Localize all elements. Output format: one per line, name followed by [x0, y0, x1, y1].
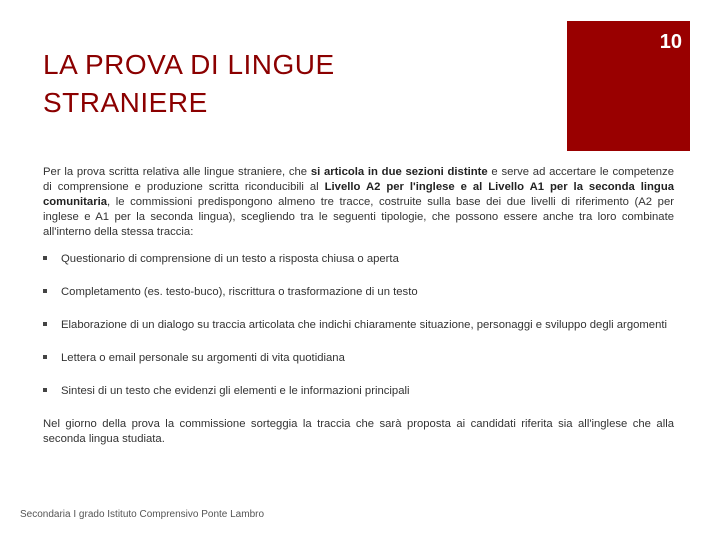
- list-item: [43, 318, 674, 333]
- bullet-square-icon: [43, 256, 47, 260]
- list-item-text: Lettera o email personale su argomenti di vita quotidiana: [61, 352, 345, 364]
- intro-text-3: , le commissioni predispongono almeno tre tracce, costruite sulla base dei due livelli di riferimento (A2 per inglese e A1 per la seconda lingua), scegliendo tra le seguenti tipologie, che possono essere anche tra loro combinate all'interno della stessa traccia:: [43, 196, 674, 238]
- list-item: [43, 252, 674, 267]
- intro-bold-2: Livello A2 per l'inglese e al Livello A1 per la seconda lingua comunitaria: [43, 181, 674, 208]
- list-item-text: Sintesi di un testo che evidenzi gli elementi e le informazioni principali: [61, 385, 410, 397]
- list-item: [43, 351, 674, 366]
- bullet-square-icon: [43, 322, 47, 326]
- page-number-box: [567, 21, 690, 151]
- title-line-1: LA PROVA DI LINGUE: [43, 49, 335, 80]
- slide-content: [43, 165, 674, 447]
- list-item-text: Completamento (es. testo-buco), riscrittura o trasformazione di un testo: [61, 286, 418, 298]
- intro-text-2: e serve ad accertare le competenze di comprensione e produzione scritta riconducibili al: [43, 166, 674, 193]
- bullet-square-icon: [43, 355, 47, 359]
- page-number: 10: [659, 31, 682, 53]
- slide-title: [43, 46, 523, 122]
- intro-text-1: Per la prova scritta relativa alle lingue straniere, che: [43, 166, 311, 178]
- intro-paragraph: [43, 165, 674, 240]
- list-item-text: Questionario di comprensione di un testo a risposta chiusa o aperta: [61, 253, 399, 265]
- closing-paragraph: Nel giorno della prova la commissione sorteggia la traccia che sarà proposta ai candidati riferita sia all'inglese che alla seconda lingua studiata.: [43, 418, 674, 445]
- list-item: [43, 285, 674, 300]
- intro-bold-1: si articola in due sezioni distinte: [310, 166, 488, 178]
- list-item: [43, 384, 674, 399]
- bullet-square-icon: [43, 388, 47, 392]
- typology-list: [43, 252, 674, 399]
- title-line-2: STRANIERE: [43, 87, 208, 118]
- slide-footer: Secondaria I grado Istituto Comprensivo Ponte Lambro: [20, 509, 265, 520]
- list-item-text: Elaborazione di un dialogo su traccia articolata che indichi chiaramente situazione, personaggi e sviluppo degli argomenti: [61, 319, 668, 331]
- bullet-square-icon: [43, 289, 47, 293]
